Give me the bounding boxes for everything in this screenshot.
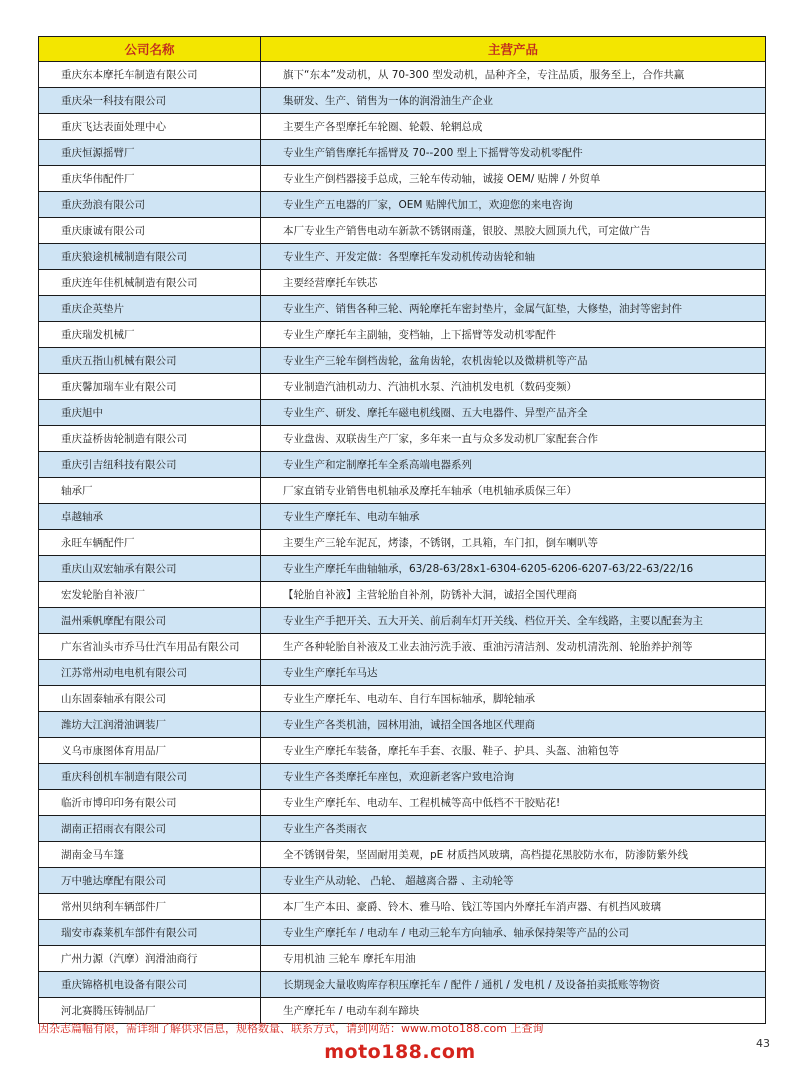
company-cell: 永旺车辆配件厂	[39, 530, 261, 556]
table-row	[39, 582, 766, 608]
product-cell: 专业生产和定制摩托车全系高端电器系列	[261, 452, 766, 478]
company-cell: 湖南金马车篷	[39, 842, 261, 868]
company-cell: 潍坊大江润滑油调装厂	[39, 712, 261, 738]
table-row	[39, 764, 766, 790]
company-cell: 重庆山双宏轴承有限公司	[39, 556, 261, 582]
table-row	[39, 270, 766, 296]
table-row	[39, 62, 766, 88]
table-row	[39, 348, 766, 374]
company-cell: 重庆康诚有限公司	[39, 218, 261, 244]
table-row	[39, 868, 766, 894]
company-cell: 江苏常州动电电机有限公司	[39, 660, 261, 686]
company-cell: 瑞安市森莱机车部件有限公司	[39, 920, 261, 946]
product-cell: 长期现金大量收购库存积压摩托车 / 配件 / 通机 / 发电机 / 及设备拍卖抵账等物资	[261, 972, 766, 998]
product-cell: 专业生产各类雨衣	[261, 816, 766, 842]
table-row	[39, 374, 766, 400]
product-cell: 专业生产三轮车倒档齿轮，盆角齿轮，农机齿轮以及微耕机等产品	[261, 348, 766, 374]
company-cell: 重庆锦格机电设备有限公司	[39, 972, 261, 998]
product-cell: 专业生产从动轮、 凸轮、 超越离合器 、主动轮等	[261, 868, 766, 894]
company-cell: 轴承厂	[39, 478, 261, 504]
company-cell: 广州力源（汽摩）润滑油商行	[39, 946, 261, 972]
product-cell: 旗下“东本”发动机，从 70-300 型发动机，品种齐全，专注品质，服务至上，合作共赢	[261, 62, 766, 88]
product-cell: 专业生产倒档器接手总成，三轮车传动轴，诚接 OEM/ 贴牌 / 外贸单	[261, 166, 766, 192]
company-cell: 重庆旭中	[39, 400, 261, 426]
company-cell: 温州乘帆摩配有限公司	[39, 608, 261, 634]
product-cell: 集研发、生产、销售为一体的润滑油生产企业	[261, 88, 766, 114]
product-cell: 专业生产各类机油，园林用油，诚招全国各地区代理商	[261, 712, 766, 738]
table-row	[39, 738, 766, 764]
company-cell: 宏发轮胎自补液厂	[39, 582, 261, 608]
table-row	[39, 972, 766, 998]
page-number: 43	[756, 1037, 770, 1050]
company-cell: 卓越轴承	[39, 504, 261, 530]
product-cell: 厂家直销专业销售电机轴承及摩托车轴承（电机轴承质保三年）	[261, 478, 766, 504]
product-cell: 生产各种轮胎自补液及工业去油污洗手液、重油污清洁剂、发动机清洗剂、轮胎养护剂等	[261, 634, 766, 660]
header-company: 公司名称	[39, 37, 261, 62]
product-cell: 专业生产各类摩托车座包，欢迎新老客户致电洽询	[261, 764, 766, 790]
product-cell: 专业生产五电器的厂家，OEM 贴牌代加工，欢迎您的来电咨询	[261, 192, 766, 218]
table-row	[39, 842, 766, 868]
table-row	[39, 322, 766, 348]
product-cell: 专业生产、开发定做：各型摩托车发动机传动齿轮和轴	[261, 244, 766, 270]
table-row	[39, 218, 766, 244]
table-row	[39, 660, 766, 686]
table-row	[39, 530, 766, 556]
product-cell: 全不锈钢骨架，坚固耐用美观，pE 材质挡风玻璃，高档提花黑胶防水布，防渗防紫外线	[261, 842, 766, 868]
footer-note: 因杂志篇幅有限，需详细了解供求信息，规格数量、联系方式，请到网站：www.moto188.com 上查询	[38, 1022, 544, 1035]
product-cell: 主要生产三轮车泥瓦，烤漆，不锈钢，工具箱，车门扣，倒车喇叭等	[261, 530, 766, 556]
product-cell: 专业生产手把开关、五大开关、前后刹车灯开关线、档位开关、全车线路，主要以配套为主	[261, 608, 766, 634]
table-row	[39, 790, 766, 816]
company-cell: 重庆朵一科技有限公司	[39, 88, 261, 114]
company-cell: 河北赛腾压铸制品厂	[39, 998, 261, 1024]
table-row	[39, 244, 766, 270]
product-cell: 专业生产、研发、摩托车磁电机线圈、五大电器件、异型产品齐全	[261, 400, 766, 426]
product-cell: 专业生产摩托车、电动车、工程机械等高中低档不干胶贴花!	[261, 790, 766, 816]
company-cell: 山东固泰轴承有限公司	[39, 686, 261, 712]
table-row	[39, 686, 766, 712]
table-row	[39, 166, 766, 192]
supplier-table-container	[38, 36, 765, 1024]
table-row	[39, 426, 766, 452]
product-cell: 本厂专业生产销售电动车新款不锈钢雨蓬，银胶、黑胶大圆顶九代，可定做广告	[261, 218, 766, 244]
product-cell: 本厂生产本田、豪爵、铃木、雅马哈、钱江等国内外摩托车消声器、有机挡风玻璃	[261, 894, 766, 920]
company-cell: 重庆馨加瑞车业有限公司	[39, 374, 261, 400]
table-row	[39, 296, 766, 322]
table-body	[39, 62, 766, 1024]
company-cell: 湖南正招雨衣有限公司	[39, 816, 261, 842]
company-cell: 万中驰达摩配有限公司	[39, 868, 261, 894]
table-row	[39, 140, 766, 166]
company-cell: 重庆恒源摇臂厂	[39, 140, 261, 166]
table-row	[39, 400, 766, 426]
table-row	[39, 88, 766, 114]
table-row	[39, 816, 766, 842]
table-row	[39, 894, 766, 920]
company-cell: 重庆东本摩托车制造有限公司	[39, 62, 261, 88]
company-cell: 广东省汕头市乔马仕汽车用品有限公司	[39, 634, 261, 660]
company-cell: 临沂市博印印务有限公司	[39, 790, 261, 816]
table-row	[39, 556, 766, 582]
product-cell: 专业生产摩托车、电动车轴承	[261, 504, 766, 530]
product-cell: 主要生产各型摩托车轮圈、轮毂、轮辋总成	[261, 114, 766, 140]
table-header-row	[39, 37, 766, 62]
product-cell: 主要经营摩托车铁芯	[261, 270, 766, 296]
supplier-table	[38, 36, 766, 1024]
company-cell: 重庆引吉纽科技有限公司	[39, 452, 261, 478]
company-cell: 义乌市康图体育用品厂	[39, 738, 261, 764]
product-cell: 专业生产摩托车马达	[261, 660, 766, 686]
table-row	[39, 712, 766, 738]
company-cell: 重庆飞达表面处理中心	[39, 114, 261, 140]
company-cell: 重庆华伟配件厂	[39, 166, 261, 192]
company-cell: 重庆连年佳机械制造有限公司	[39, 270, 261, 296]
company-cell: 重庆企英垫片	[39, 296, 261, 322]
table-row	[39, 192, 766, 218]
product-cell: 专用机油 三轮车 摩托车用油	[261, 946, 766, 972]
table-row	[39, 114, 766, 140]
product-cell: 生产摩托车 / 电动车刹车蹄块	[261, 998, 766, 1024]
table-row	[39, 478, 766, 504]
table-row	[39, 452, 766, 478]
table-row	[39, 920, 766, 946]
company-cell: 重庆狼途机械制造有限公司	[39, 244, 261, 270]
product-cell: 专业生产摩托车装备，摩托车手套、衣服、鞋子、护具、头盔、油箱包等	[261, 738, 766, 764]
company-cell: 重庆劲浪有限公司	[39, 192, 261, 218]
table-row	[39, 608, 766, 634]
table-row	[39, 634, 766, 660]
product-cell: 专业盘齿、双联齿生产厂家，多年来一直与众多发动机厂家配套合作	[261, 426, 766, 452]
product-cell: 专业制造汽油机动力、汽油机水泵、汽油机发电机（数码变频）	[261, 374, 766, 400]
company-cell: 重庆瑞发机械厂	[39, 322, 261, 348]
product-cell: 专业生产销售摩托车摇臂及 70--200 型上下摇臂等发动机零配件	[261, 140, 766, 166]
product-cell: 专业生产摩托车 / 电动车 / 电动三轮车方向轴承、轴承保持架等产品的公司	[261, 920, 766, 946]
product-cell: 专业生产、销售各种三轮、两轮摩托车密封垫片，金属气缸垫，大修垫，油封等密封件	[261, 296, 766, 322]
company-cell: 重庆科创机车制造有限公司	[39, 764, 261, 790]
table-row	[39, 946, 766, 972]
company-cell: 重庆五指山机械有限公司	[39, 348, 261, 374]
header-product: 主营产品	[261, 37, 766, 62]
footer-site-logo: moto188.com	[324, 1041, 476, 1063]
product-cell: 专业生产摩托车曲轴轴承，63/28-63/28x1-6304-6205-6206-6207-63/22-63/22/16	[261, 556, 766, 582]
company-cell: 重庆益桥齿轮制造有限公司	[39, 426, 261, 452]
company-cell: 常州贝纳利车辆部件厂	[39, 894, 261, 920]
product-cell: 【轮胎自补液】主营轮胎自补剂，防锈补大洞，诚招全国代理商	[261, 582, 766, 608]
product-cell: 专业生产摩托车、电动车、自行车国标轴承，脚轮轴承	[261, 686, 766, 712]
product-cell: 专业生产摩托车主副轴，变档轴，上下摇臂等发动机零配件	[261, 322, 766, 348]
table-row	[39, 504, 766, 530]
